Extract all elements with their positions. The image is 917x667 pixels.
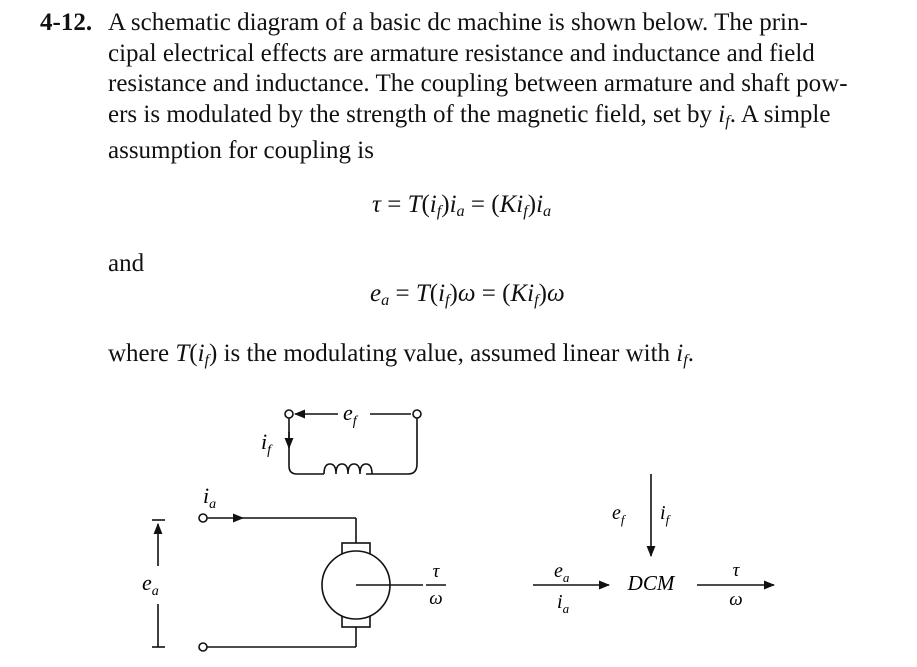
block-armature-voltage-label: $e_a$ (554, 560, 570, 585)
problem-line-4-tail: . A simple (729, 100, 831, 128)
problem-number: 4-12. (40, 9, 93, 36)
schematic-speed-label: ω (429, 588, 443, 609)
where-sentence: where $T(i_f)$ is the modulating value, assumed linear with $i_f$. (108, 340, 695, 370)
dcm-block-label: DCM (627, 571, 675, 595)
problem-line-4-text: ers is modulated by the strength of the magnetic field, set by (108, 100, 719, 128)
emf-equation: $e_a = T(i_f)\omega = (Ki_f)\omega$ (370, 280, 565, 310)
field-coil (324, 464, 372, 474)
armature-terminal-top (199, 514, 207, 522)
field-terminal-right (413, 410, 421, 418)
block-torque-label: τ (732, 560, 740, 581)
problem-line-2: cipal electrical effects are armature resistance and inductance and field (108, 39, 815, 67)
field-current-symbol: $i_f$ (718, 100, 730, 130)
torque-equation: $\tau = T(i_f)i_a = (Ki_f)i_a$ (372, 191, 552, 221)
armature-current-label: $i_a$ (203, 483, 217, 512)
problem-line-1: A schematic diagram of a basic dc machine is shown below. The prin- (108, 9, 808, 36)
problem-line-5: assumption for coupling is (108, 137, 374, 165)
field-terminal-left (285, 410, 293, 418)
schematic-torque-label: τ (432, 561, 440, 582)
armature-circuit (152, 514, 446, 651)
field-wire-left (289, 418, 324, 474)
block-speed-label: ω (729, 589, 743, 610)
armature-voltage-label: $e_a$ (142, 570, 159, 599)
block-field-current-label: $i_f$ (660, 502, 670, 527)
field-wire-right (366, 418, 417, 474)
armature-terminal-bottom (199, 643, 207, 651)
problem-line-3: resistance and inductance. The coupling between armature and shaft pow- (108, 70, 848, 97)
block-armature-current-label: $i_a$ (557, 591, 570, 616)
block-field-voltage-label: $e_f$ (612, 502, 625, 527)
and-label: and (108, 250, 145, 277)
field-voltage-label: $e_f$ (343, 400, 357, 429)
field-current-label: $i_f$ (261, 429, 272, 458)
